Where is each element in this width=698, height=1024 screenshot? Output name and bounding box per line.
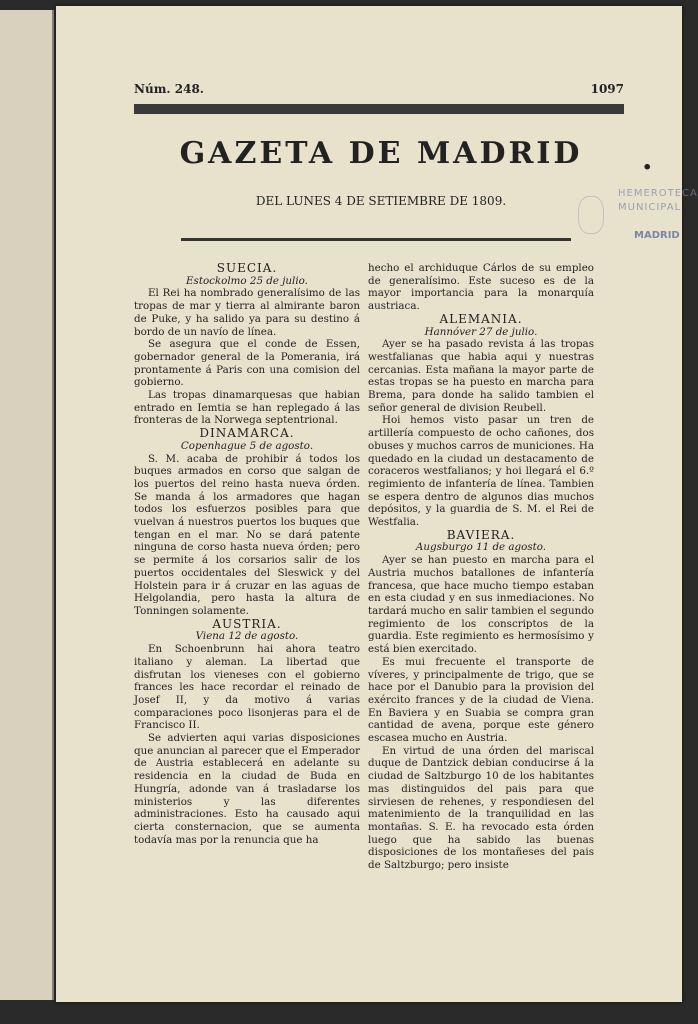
paragraph: Ayer se han puesto en marcha para el Austria muchos batallones de infantería francesa, que hace mucho tiempo estaban en esta ciudad y en sus inmediaciones. No tardará mucho en salir tambien el segundo regimiento de los conscriptos de la guardia. Este regimiento es hermosísimo y está bien exercitado. <box>368 554 594 656</box>
paragraph: Las tropas dinamarquesas que habian entrado en Iemtia se han replegado á las fronteras de la Norwega septentrional. <box>134 389 360 427</box>
paragraph: Es mui frecuente el transporte de víveres, y principalmente de trigo, que se hace por el Danubio para la provision del exército frances y de la ciudad de Viena. En Baviera y en Suabia se compra gran cantidad de avena, porque este género escasea mucho en Austria. <box>368 655 594 745</box>
section-heading-suecia: SUECIA. <box>216 261 278 275</box>
paragraph: S. M. acaba de prohibir á todos los buques armados en corso que salgan de los puertos del reino hasta nueva órden. Se manda á los armadores que hagan todos los esfuerzos posibles para que vuelvan á nuestros puertos los buques que tengan en el mar. No se dará patente ninguna de corso hasta nueva órden; pero se permite á los corsarios salir de los puertos occidentales del Sleswick y del Holstein para ir á cruzar en las aguas de Helgolandia, pero hasta la altura de Tonningen solamente. <box>134 452 360 617</box>
facing-page-edge <box>0 10 54 1000</box>
left-column <box>134 262 360 846</box>
dateline-hannover: Hannóver 27 de julio. <box>424 325 538 338</box>
issue-date: DEL LUNES 4 DE SETIEMBRE DE 1809. <box>255 194 507 208</box>
title-dot: . <box>642 142 653 177</box>
newspaper-title: GAZETA DE MADRID <box>179 136 583 171</box>
masthead-ornamental-rule <box>134 104 624 114</box>
section-heading-dinamarca: DINAMARCA. <box>199 426 295 441</box>
stamp-line-2: MUNICIPAL <box>618 202 682 213</box>
library-stamp <box>538 186 698 246</box>
coat-of-arms-seal-icon <box>578 196 604 234</box>
section-heading-baviera: BAVIERA. <box>446 527 516 542</box>
section-heading-alemania: ALEMANIA. <box>439 311 523 326</box>
paragraph: En Schoenbrunn hai ahora teatro italiano y aleman. La libertad que disfrutan los vieneses con el gobierno frances les hace recordar el reinado de Josef II, y da motivo á varias comparaciones poco lisonjeras para el de Francisco II. <box>134 643 360 732</box>
dateline-estockolmo: Estockolmo 25 de julio. <box>186 274 308 287</box>
masthead-header <box>134 82 624 96</box>
paragraph: Ayer se ha pasado revista á las tropas westfalianas que habia aqui y nuestras cercanias. Esta mañana la mayor parte de estas tropas se ha puesto en marcha para Brema, para donde ha salido tambien el señor general de division Reubell. <box>368 338 594 414</box>
paragraph: Se asegura que el conde de Essen, gobernador general de la Pomerania, irá prontamente á Paris con una comision del gobierno. <box>134 338 360 389</box>
section-heading-austria: AUSTRIA. <box>212 616 282 631</box>
right-column <box>368 262 594 872</box>
dateline-augsburgo: Augsburgo 11 de agosto. <box>415 541 547 554</box>
paragraph: Hoi hemos visto pasar un tren de artillería compuesto de ocho cañones, dos obuses y muchos carros de municiones. Ha quedado en la ciudad un destacamento de coraceros westfalianos; y hoi llegará el 6.º regimiento de infantería de línea. Tambien se espera dentro de algunos dias muchos depósitos, y la guardia de S. M. el Rei de Westfalia. <box>368 414 594 529</box>
title-divider-rule <box>181 238 571 241</box>
stamp-line-3: MADRID <box>634 230 680 241</box>
dateline-viena: Viena 12 de agosto. <box>195 630 299 643</box>
newspaper-page <box>56 6 698 1002</box>
paragraph: El Rei ha nombrado generalísimo de las tropas de mar y tierra al almirante baron de Puke, y ha salido ya para su destino á bordo de un navío de línea. <box>134 287 360 338</box>
paragraph-continuation: hecho el archiduque Cárlos de su empleo de generalísimo. Este suceso es de la mayor importancia para la monarquía austriaca. <box>368 262 594 313</box>
paragraph: Se advierten aqui varias disposiciones que anuncian al parecer que el Emperador de Austria establecerá en adelante su residencia en la ciudad de Buda en Hungría, adonde van á trasladarse los ministerios y las diferentes administraciones. Esto ha causado aqui cierta consternacion, que se aumenta todavía mas por la renuncia que ha <box>134 732 360 846</box>
issue-number: Núm. 248. <box>134 82 204 96</box>
dateline-copenhague: Copenhague 5 de agosto. <box>180 439 314 452</box>
page-number: 1097 <box>590 82 624 96</box>
paragraph: En virtud de una órden del mariscal duque de Dantzick debian conducirse á la ciudad de Saltzburgo 10 de los habitantes mas distinguidos del pais para que sirviesen de rehenes, y respondiesen del matenimiento de la tranquilidad en las montañas. S. E. ha revocado esta órden luego que ha sabido las buenas disposiciones de los montañeses del pais de Saltzburgo; pero insiste <box>368 744 594 872</box>
stamp-line-1: HEMEROTECA <box>618 188 698 199</box>
